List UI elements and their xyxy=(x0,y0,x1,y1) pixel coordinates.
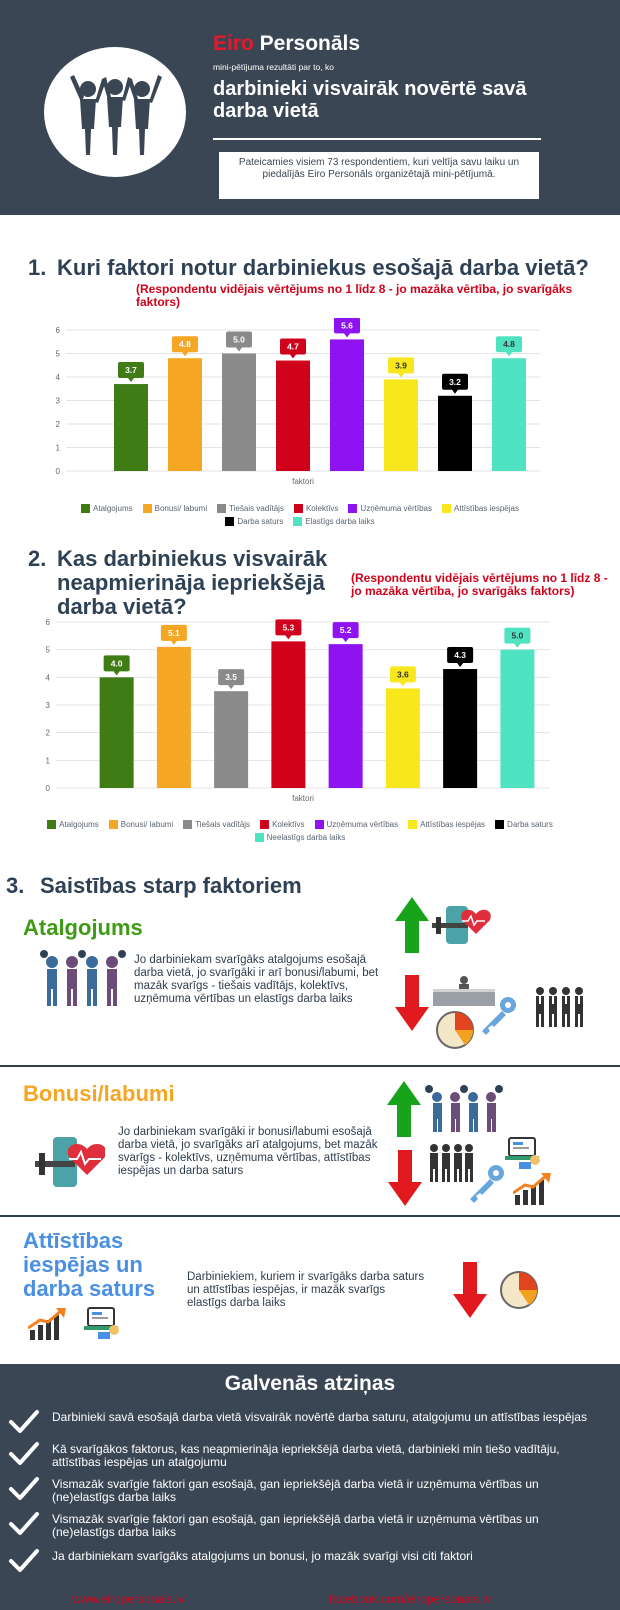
legend-label: Kolektīvs xyxy=(305,504,339,513)
finding-item xyxy=(8,1441,598,1469)
legend-swatch xyxy=(294,504,303,513)
growth-chart-icon xyxy=(28,1308,66,1340)
arrow-up-icon xyxy=(395,897,429,953)
legend-swatch xyxy=(260,820,269,829)
legend-label: Uzņēmuma vērtības xyxy=(360,504,433,513)
legend-label: Attīstības iespējas xyxy=(420,820,486,829)
y-tick-label: 2 xyxy=(45,728,50,738)
data-label: 5.6 xyxy=(341,320,353,331)
legend-label: Elastīgs darba laiks xyxy=(305,517,375,526)
check-icon xyxy=(8,1476,40,1502)
legend-label: Atalgojums xyxy=(93,504,133,513)
finding-text: Vismazāk svarīgie faktori gan esošajā, gan iepriekšējā darba vietā ir uzņēmuma vērtības un (ne)elastīgs darba laiks xyxy=(52,1512,539,1539)
legend-swatch xyxy=(293,517,302,526)
legend-item xyxy=(225,517,283,526)
fitness-heart-icon xyxy=(432,906,492,946)
y-tick-label: 4 xyxy=(55,373,60,382)
bar-chart xyxy=(40,318,560,493)
header-subtitle: mini-pētījuma rezultāti par to, ko xyxy=(213,62,334,72)
finding-text: Ja darbiniekam svarīgāks atalgojums un bonusi, jo mazāk svarīgi visi citi faktori xyxy=(52,1549,473,1563)
bar xyxy=(443,669,477,788)
check-icon xyxy=(8,1511,40,1537)
data-label: 3.9 xyxy=(395,360,407,371)
key-icon xyxy=(478,995,518,1035)
legend-swatch xyxy=(109,820,118,829)
legend-swatch xyxy=(408,820,417,829)
data-label: 3.7 xyxy=(125,365,137,376)
data-label: 4.8 xyxy=(179,339,191,350)
legend-label: Kolektīvs xyxy=(272,820,305,829)
data-label: 4.3 xyxy=(454,650,467,661)
block3-text: Darbiniekiem, kuriem ir svarīgāks darba saturs un attīstības iespējas, ir mazāk svarīgs elastīgs darba laiks xyxy=(187,1271,425,1309)
legend-item xyxy=(408,820,485,829)
bar xyxy=(100,677,134,788)
legend-swatch xyxy=(315,820,324,829)
chart-factors-dissatisfied xyxy=(40,612,560,810)
block2-text: Jo darbiniekam svarīgāki ir bonusi/labumi esošajā darba vietā, jo svarīgāks arī atalgojums, bet mazāk svarīgs - kolektīvs, uzņēmuma vērtības, attīstības iespējas un darba saturs xyxy=(118,1126,378,1177)
block1-text: Jo darbiniekam svarīgāks atalgojums esošajā darba vietā, jo svarīgāki ir arī bonusi/labumi, bet mazāk svarīgs - tiešais vadītājs, kolektīvs, uzņēmuma vērtības un elastīgs darba laiks xyxy=(134,954,379,1005)
legend-item xyxy=(183,820,250,829)
brand-name: Eiro Personāls xyxy=(213,32,361,55)
money-people-icon xyxy=(425,1085,503,1133)
legend-swatch xyxy=(183,820,192,829)
header-logo-circle xyxy=(44,47,186,177)
block2-title: Bonusi/labumi xyxy=(23,1081,175,1106)
bar xyxy=(222,354,256,472)
people-cheering-icon xyxy=(44,47,186,177)
legend-swatch xyxy=(225,517,234,526)
key-icon xyxy=(466,1163,506,1203)
data-label: 5.0 xyxy=(511,630,524,641)
bar xyxy=(214,691,248,788)
check-icon xyxy=(8,1441,40,1467)
legend-item xyxy=(47,820,99,829)
section3-title: Saistības starp faktoriem xyxy=(40,873,302,898)
section2-number: 2. xyxy=(28,546,47,571)
computer-worker-icon xyxy=(84,1306,122,1340)
bar-chart xyxy=(40,612,560,810)
arrow-down-icon xyxy=(453,1262,487,1318)
facebook-link[interactable]: facebook.com/eiropersonals.lv xyxy=(329,1592,492,1606)
y-tick-label: 3 xyxy=(55,396,60,406)
finding-text: Vismazāk svarīgie faktori gan esošajā, gan iepriekšējā darba vietā ir uzņēmuma vērtības un (ne)elastīgs darba laiks xyxy=(52,1477,539,1504)
legend-label: Darba saturs xyxy=(237,517,284,526)
check-icon xyxy=(8,1548,40,1574)
bar xyxy=(157,647,191,788)
team-icon xyxy=(533,985,585,1029)
finding-item xyxy=(8,1409,598,1435)
header-divider xyxy=(213,138,541,140)
data-label: 5.3 xyxy=(282,622,295,633)
legend-item xyxy=(442,504,519,513)
chart-factors-retain xyxy=(40,318,560,493)
data-label: 4.8 xyxy=(503,339,515,350)
x-axis-label: faktori xyxy=(292,794,314,803)
x-axis-label: faktori xyxy=(292,477,314,486)
arrow-down-icon xyxy=(395,975,429,1031)
fitness-heart-icon xyxy=(35,1135,105,1190)
bar xyxy=(114,384,148,471)
legend-label: Neelastīgs darba laiks xyxy=(266,833,346,842)
bar xyxy=(276,361,310,471)
legend-label: Attīstības iespējas xyxy=(454,504,519,513)
data-label: 4.7 xyxy=(287,341,299,352)
data-label: 3.2 xyxy=(449,376,461,387)
bar xyxy=(384,379,418,471)
bar xyxy=(386,688,420,788)
legend-swatch xyxy=(217,504,226,513)
legend-item xyxy=(143,504,207,513)
block3-title: Attīstības iespējas un darba saturs xyxy=(23,1228,156,1301)
legend-swatch xyxy=(255,833,264,842)
bar xyxy=(330,339,364,471)
section1-note: (Respondentu vidējais vērtējums no 1 līdz 8 - jo mazāka vērtība, jo svarīgāks faktors) xyxy=(136,282,573,309)
y-tick-label: 0 xyxy=(45,784,50,793)
finding-item xyxy=(8,1548,598,1574)
legend-label: Tiešais vadītājs xyxy=(229,504,284,513)
bar xyxy=(168,358,202,471)
data-label: 5.2 xyxy=(339,625,352,636)
legend-item xyxy=(315,820,399,829)
y-tick-label: 4 xyxy=(45,673,50,683)
data-label: 5.0 xyxy=(233,334,245,345)
section3-divider-2 xyxy=(0,1215,620,1217)
finding-text: Kā svarīgākos faktorus, kas neapmierināja iepriekšējā darba vietā, darbinieki min tiešo vadītāju, attīstības iespējas un atalgojumu xyxy=(52,1442,560,1469)
bar xyxy=(438,396,472,471)
website-link[interactable]: www.eiropersonals.lv xyxy=(72,1592,185,1606)
y-tick-label: 6 xyxy=(45,618,50,627)
legend-label: Uzņēmuma vērtības xyxy=(326,820,399,829)
legend-item xyxy=(255,833,346,842)
bar xyxy=(500,650,534,788)
y-tick-label: 2 xyxy=(55,420,60,429)
clock-icon xyxy=(435,1010,475,1050)
arrow-down-icon xyxy=(388,1150,422,1206)
legend-label: Darba saturs xyxy=(507,820,553,829)
legend-swatch xyxy=(47,820,56,829)
legend-swatch xyxy=(143,504,152,513)
legend-label: Bonusi/ labumi xyxy=(120,820,174,829)
y-tick-label: 5 xyxy=(55,349,60,359)
legend-item xyxy=(260,820,304,829)
chart2-legend xyxy=(40,820,560,842)
legend-label: Tiešais vadītājs xyxy=(195,820,251,829)
block1-title: Atalgojums xyxy=(23,915,143,940)
arrow-up-icon xyxy=(387,1081,421,1137)
y-tick-label: 0 xyxy=(55,467,60,476)
section2-title: Kas darbiniekus visvairāk neapmierināja iepriekšējā darba vietā? xyxy=(57,546,328,619)
money-people-icon xyxy=(38,950,130,1008)
findings-title: Galvenās atziņas xyxy=(224,1372,396,1395)
clock-icon xyxy=(499,1270,539,1310)
y-tick-label: 1 xyxy=(55,443,60,453)
y-tick-label: 6 xyxy=(55,326,60,335)
legend-item xyxy=(348,504,432,513)
bar xyxy=(329,644,363,788)
legend-item xyxy=(293,517,374,526)
section1-title: Kuri faktori notur darbiniekus esošajā darba vietā? xyxy=(57,255,589,280)
check-icon xyxy=(8,1409,40,1435)
finding-item xyxy=(8,1511,598,1539)
growth-chart-icon xyxy=(513,1173,551,1205)
legend-label: Bonusi/ labumi xyxy=(154,504,208,513)
legend-item xyxy=(81,504,133,513)
data-label: 3.5 xyxy=(225,672,238,683)
computer-worker-icon xyxy=(505,1136,543,1170)
intro-box: Pateicamies visiem 73 respondentiem, kuri veltīja savu laiku un piedalījās Eiro Personāls organizētajā mini-pētījumā. xyxy=(219,152,539,199)
legend-label: Atalgojums xyxy=(59,820,99,829)
legend-swatch xyxy=(442,504,451,513)
legend-swatch xyxy=(495,820,504,829)
bar xyxy=(271,641,305,788)
data-label: 3.6 xyxy=(396,669,409,680)
chart1-legend xyxy=(60,504,540,526)
legend-item xyxy=(109,820,173,829)
finding-text: Darbinieki savā esošajā darba vietā visvairāk novērtē darba saturu, atalgojumu un attīstības iespējas xyxy=(52,1410,587,1424)
y-tick-label: 5 xyxy=(45,645,50,655)
finding-item xyxy=(8,1476,598,1504)
page-title: darbinieki visvairāk novērtē savā darba vietā xyxy=(213,78,527,122)
section3-number: 3. xyxy=(6,873,25,898)
legend-item xyxy=(217,504,284,513)
y-tick-label: 3 xyxy=(45,701,50,710)
legend-item xyxy=(294,504,338,513)
y-tick-label: 1 xyxy=(45,756,50,766)
section3-divider-1 xyxy=(0,1065,620,1067)
data-label: 5.1 xyxy=(167,627,180,638)
section1-number: 1. xyxy=(28,255,47,280)
section2-note: (Respondentu vidējais vērtējums no 1 līdz 8 - jo mazāka vērtība, jo svarīgāks faktors) xyxy=(351,571,608,598)
legend-item xyxy=(495,820,553,829)
legend-swatch xyxy=(81,504,90,513)
data-label: 4.0 xyxy=(110,658,123,669)
legend-swatch xyxy=(348,504,357,513)
bar xyxy=(492,358,526,471)
